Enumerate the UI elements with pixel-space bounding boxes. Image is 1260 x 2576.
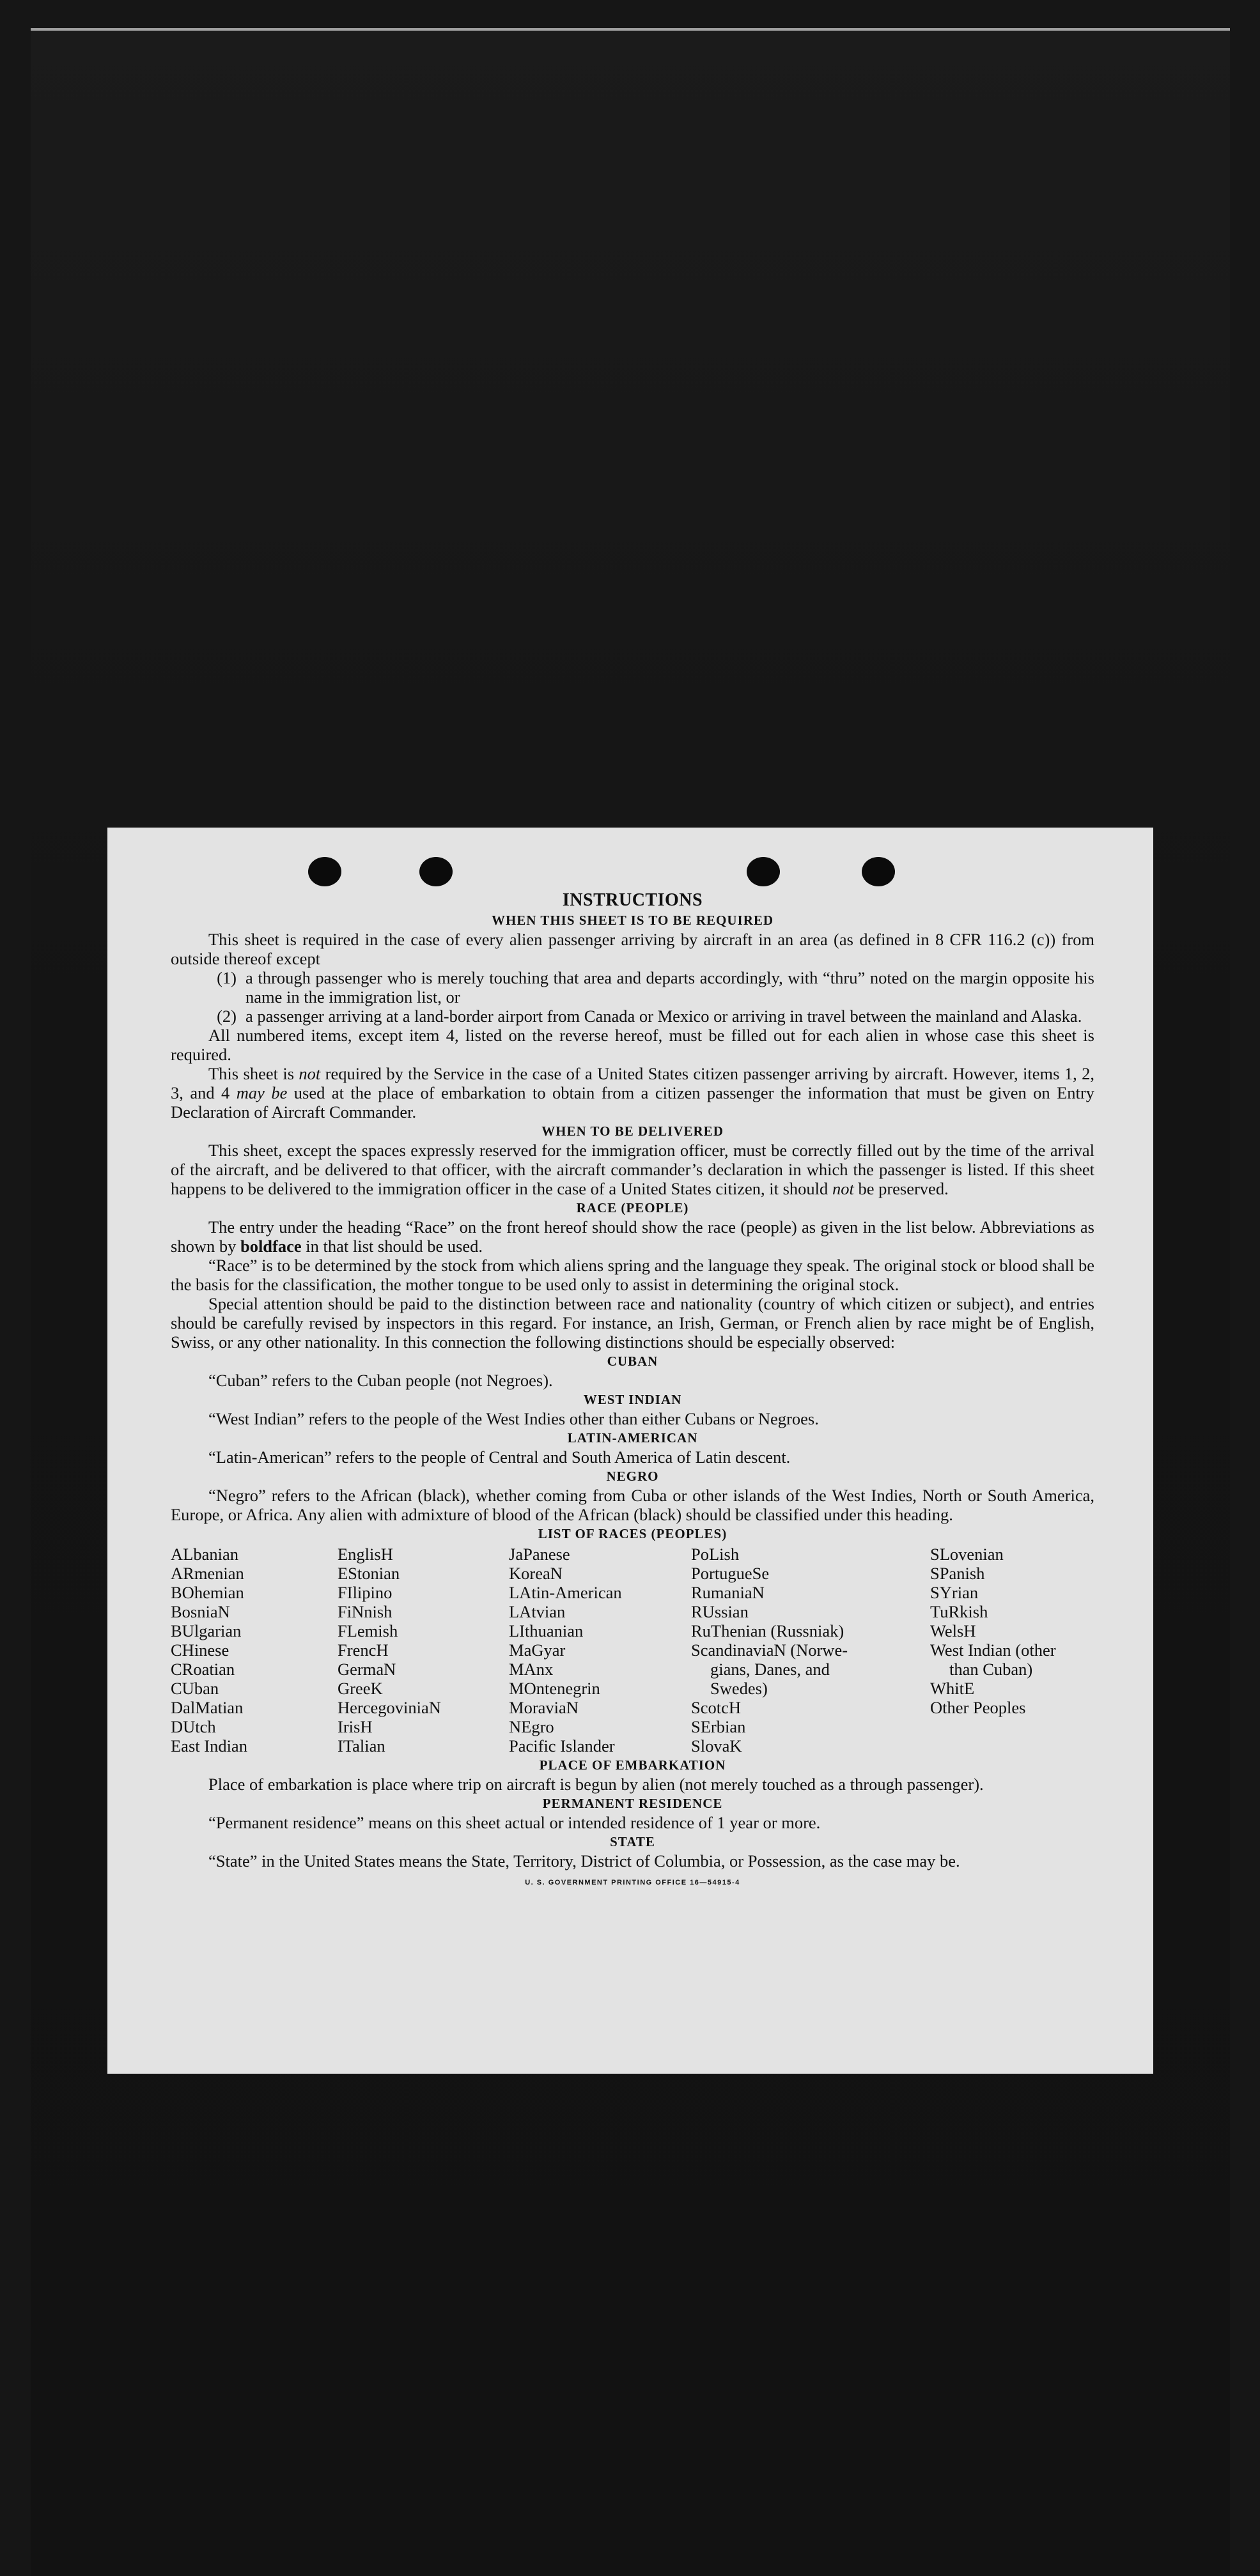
race-entry: MOntenegrin [509, 1679, 600, 1698]
race-entry: MAnx [509, 1660, 554, 1679]
race-entry: West Indian (other [930, 1640, 1056, 1660]
section-heading: STATE [610, 1834, 655, 1849]
race-entry: IrisH [338, 1717, 373, 1736]
race-entry: LAtin-American [509, 1583, 622, 1602]
race-column [509, 1545, 691, 1755]
race-entry: DalMatian [171, 1698, 244, 1717]
race-entry: ScotcH [691, 1698, 742, 1717]
paragraph: “Latin-American” refers to the people of Central and South America of Latin descent. [208, 1447, 791, 1467]
race-entry: PortugueSe [691, 1564, 770, 1583]
section-heading: RACE (PEOPLE) [576, 1200, 689, 1215]
section-heading: NEGRO [606, 1469, 659, 1484]
race-entry: BosniaN [171, 1602, 230, 1621]
race-entry: EnglisH [338, 1545, 393, 1564]
race-entry: ALbanian [171, 1545, 238, 1564]
race-entry: DUtch [171, 1717, 216, 1736]
race-entry: SLovenian [930, 1545, 1004, 1564]
race-entry: SPanish [930, 1564, 985, 1583]
race-entry: ScandinaviaN (Norwe- [691, 1640, 848, 1660]
race-entry: CRoatian [171, 1660, 235, 1679]
paragraph: Place of embarkation is place where trip on aircraft is begun by alien (not merely touched as a through passenger). [208, 1775, 984, 1794]
race-entry: JaPanese [509, 1545, 570, 1564]
race-entry: HercegoviniaN [338, 1698, 441, 1717]
race-entry: EStonian [338, 1564, 400, 1583]
list-item [171, 1006, 1094, 1026]
race-column [171, 1545, 338, 1755]
item-text: a through passenger who is merely touching that area and departs accordingly, with “thru” noted on the margin opposite his name in the immigration list, or [245, 968, 1094, 1006]
punch-hole [862, 857, 895, 886]
race-entry: CUban [171, 1679, 219, 1698]
race-entry: SlovaK [691, 1736, 742, 1755]
film-edge [31, 28, 1230, 31]
race-entry: KoreaN [509, 1564, 563, 1583]
race-entry: gians, Danes, and [710, 1660, 830, 1679]
section-heading: WHEN THIS SHEET IS TO BE REQUIRED [491, 913, 774, 928]
race-entry: CHinese [171, 1640, 229, 1660]
race-entry: LAtvian [509, 1602, 566, 1621]
race-list [171, 1545, 1094, 1755]
printer-imprint: U. S. GOVERNMENT PRINTING OFFICE 16—54915-4 [525, 1879, 740, 1886]
list-item [171, 968, 1094, 1006]
paragraph: “Negro” refers to the African (black), whether coming from Cuba or other islands of the West Indies, North or South America, Europe, or Africa. Any alien with admixture of blood of the African (black) should be classified under this heading. [171, 1486, 1094, 1524]
race-entry: RumaniaN [691, 1583, 765, 1602]
race-entry: Pacific Islander [509, 1736, 615, 1755]
section-heading: WHEN TO BE DELIVERED [541, 1123, 724, 1139]
section-heading: PLACE OF EMBARKATION [539, 1757, 726, 1773]
paragraph: “State” in the United States means the State, Territory, District of Columbia, or Possession, as the case may be. [208, 1851, 960, 1870]
race-entry: SYrian [930, 1583, 979, 1602]
paragraph: “Cuban” refers to the Cuban people (not Negroes). [208, 1371, 553, 1390]
section-heading: PERMANENT RESIDENCE [542, 1796, 723, 1811]
paragraph: “West Indian” refers to the people of the West Indies other than either Cubans or Negroes. [208, 1409, 819, 1428]
race-entry: RuThenian (Russniak) [691, 1621, 844, 1640]
race-entry: TuRkish [930, 1602, 988, 1621]
race-entry: FLemish [338, 1621, 398, 1640]
paragraph: All numbered items, except item 4, listed on the reverse hereof, must be filled out for each alien in whose case this sheet is required. [171, 1026, 1094, 1064]
race-entry: East Indian [171, 1736, 247, 1755]
race-entry: NEgro [509, 1717, 554, 1736]
paragraph: “Permanent residence” means on this sheet actual or intended residence of 1 year or more. [208, 1813, 821, 1832]
punch-hole [419, 857, 453, 886]
section-heading: LATIN-AMERICAN [567, 1430, 698, 1446]
race-entry: ARmenian [171, 1564, 244, 1583]
race-entry: BOhemian [171, 1583, 244, 1602]
punch-hole [747, 857, 780, 886]
race-column [930, 1545, 1094, 1755]
paragraph: This sheet is not required by the Service in the case of a United States citizen passenger arriving by aircraft. However, items 1, 2, 3, and 4 may be used at the place of embarkation to obtain from a citizen passenger the information that must be given on Entry Declaration of Aircraft Commander. [171, 1064, 1094, 1122]
race-entry: RUssian [691, 1602, 749, 1621]
race-entry: ITalian [338, 1736, 385, 1755]
paragraph: This sheet is required in the case of every alien passenger arriving by aircraft in an area (as defined in 8 CFR 116.2 (c)) from outside thereof except [171, 930, 1094, 968]
punch-hole [308, 857, 341, 886]
item-number: (2) [217, 1006, 237, 1026]
race-entry: Other Peoples [930, 1698, 1026, 1717]
race-column [691, 1545, 930, 1755]
section-heading: LIST OF RACES (PEOPLES) [538, 1526, 727, 1541]
race-entry: WhitE [930, 1679, 975, 1698]
race-entry: MoraviaN [509, 1698, 579, 1717]
item-text: a passenger arriving at a land-border airport from Canada or Mexico or arriving in travel between the mainland and Alaska. [245, 1006, 1082, 1026]
paragraph: Special attention should be paid to the distinction between race and nationality (country of which citizen or subject), and entries should be carefully revised by inspectors in this regard. For instance, an Irish, German, or French alien by race might be of English, Swiss, or any other nationality. In this connection the following distinctions should be especially observed: [171, 1294, 1094, 1352]
race-entry: FIlipino [338, 1583, 393, 1602]
section-heading: WEST INDIAN [583, 1392, 682, 1407]
race-entry: than Cuban) [949, 1660, 1033, 1679]
race-column [338, 1545, 509, 1755]
race-entry: SErbian [691, 1717, 746, 1736]
paragraph: “Race” is to be determined by the stock from which aliens spring and the language they speak. The original stock or blood shall be the basis for the classification, the mother tongue to be used only to assist in determining the original stock. [171, 1256, 1094, 1294]
race-entry: LIthuanian [509, 1621, 584, 1640]
race-entry: MaGyar [509, 1640, 566, 1660]
item-number: (1) [217, 968, 237, 987]
instructions-sheet [107, 828, 1153, 2074]
race-entry: Swedes) [710, 1679, 768, 1698]
race-entry: FiNnish [338, 1602, 393, 1621]
race-entry: GreeK [338, 1679, 383, 1698]
race-entry: WelsH [930, 1621, 976, 1640]
page-title: INSTRUCTIONS [562, 890, 703, 910]
race-entry: GermaN [338, 1660, 396, 1679]
race-entry: FrencH [338, 1640, 389, 1660]
paragraph: This sheet, except the spaces expressly reserved for the immigration officer, must be correctly filled out by the time of the arrival of the aircraft, and be delivered to that officer, with the aircraft commander’s declaration in which the passenger is listed. If this sheet happens to be delivered to the immigration officer in the case of a United States citizen, it should not be preserved. [171, 1141, 1094, 1198]
race-entry: BUlgarian [171, 1621, 242, 1640]
section-heading: CUBAN [607, 1354, 658, 1369]
paragraph: The entry under the heading “Race” on the front hereof should show the race (people) as given in the list below. Abbreviations as shown by boldface in that list should be used. [171, 1217, 1094, 1256]
race-entry: PoLish [691, 1545, 740, 1564]
